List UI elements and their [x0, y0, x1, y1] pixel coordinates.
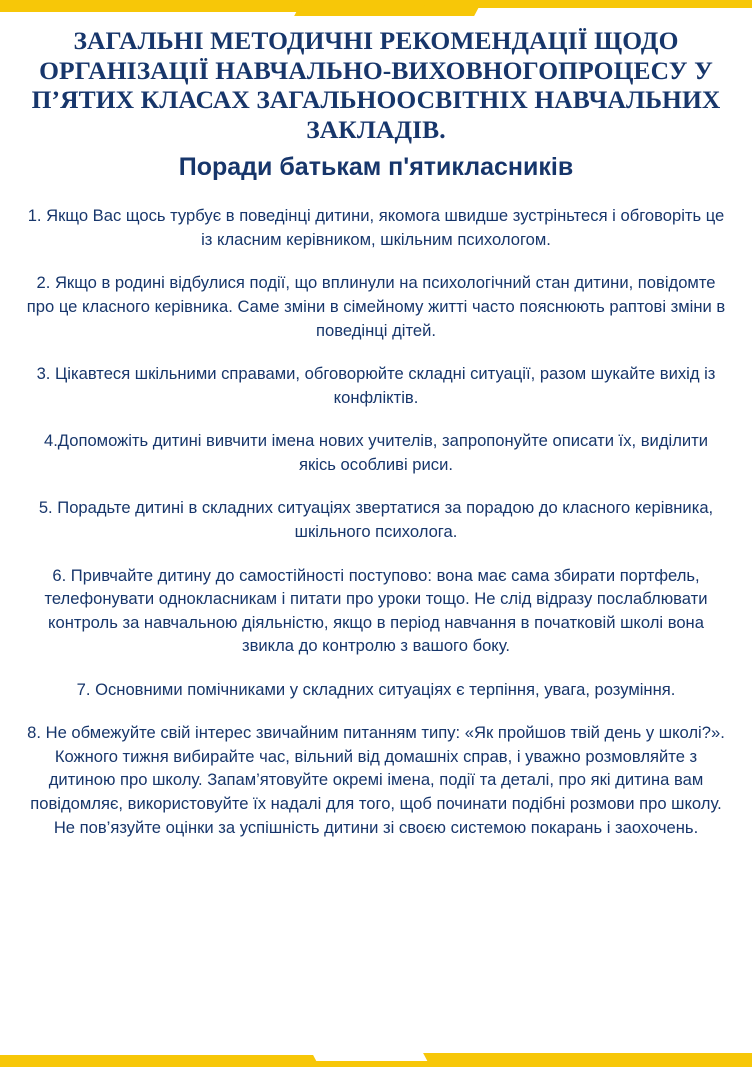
ribbon-band-right	[423, 1053, 752, 1067]
list-item: 4.Допоможіть дитині вивчити імена нових учителів, запропонуйте описати їх, виділити якісь особливі риси.	[43, 431, 709, 474]
ribbon-band-left	[0, 1055, 327, 1067]
list-item: 6. Привчайте дитину до самостійності поступово: вона має сама збирати портфель, телефонувати однокласникам і питати про уроки тощо. Не слід відразу послаблювати контроль за навчальною діяльністю, якщо в період навчання в початковій школі вона звикла до контролю з вашого боку.	[44, 565, 708, 656]
bottom-decorative-ribbon	[0, 1033, 752, 1067]
page-title: ЗАГАЛЬНІ МЕТОДИЧНІ РЕКОМЕНДАЦІЇ ЩОДО ОРГАНІЗАЦІЇ НАВЧАЛЬНО-ВИХОВНОГОПРОЦЕСУ У П’ЯТИХ КЛАСАХ ЗАГАЛЬНООСВІТНІХ НАВЧАЛЬНИХ ЗАКЛАДІВ.	[31, 26, 721, 144]
ribbon-band-center	[244, 1061, 457, 1067]
advice-list	[14, 204, 738, 839]
list-item: 5. Порадьте дитині в складних ситуаціях звертатися за порадою до класного керівника, шкільного психолога.	[38, 498, 714, 541]
list-item: 2. Якщо в родині відбулися події, що вплинули на психологічний стан дитини, повідомте про це класного керівника. Саме зміни в сімейному житті часто пояснюють раптові зміни в поведінці дітей.	[26, 273, 726, 340]
list-item: 8. Не обмежуйте свій інтерес звичайним питанням типу: «Як пройшов твій день у школі?». Кожного тижня вибирайте час, вільний від домашніх справ, і уважно розмовляйте з дитиною про школу. Запам’ятовуйте окремі імена, події та деталі, про які дитина вам повідомляє, використовуйте їх надалі для того, щоб починати подібні розмови про школу. Не пов’язуйте оцінки за успішність дитини зі своєю системою покарань і заохочень.	[27, 723, 725, 837]
page-subtitle: Поради батькам п'ятикласників	[178, 153, 574, 182]
list-item: 1. Якщо Вас щось турбує в поведінці дитини, якомога швидше зустріньтеся і обговоріть це із класним керівником, шкільним психологом.	[27, 206, 725, 249]
list-item: 3. Цікавтеся шкільними справами, обговорюйте складні ситуації, разом шукайте вихід із конфліктів.	[36, 364, 716, 407]
list-item: 7. Основними помічниками у складних ситуаціях є терпіння, увага, розуміння.	[76, 679, 676, 699]
